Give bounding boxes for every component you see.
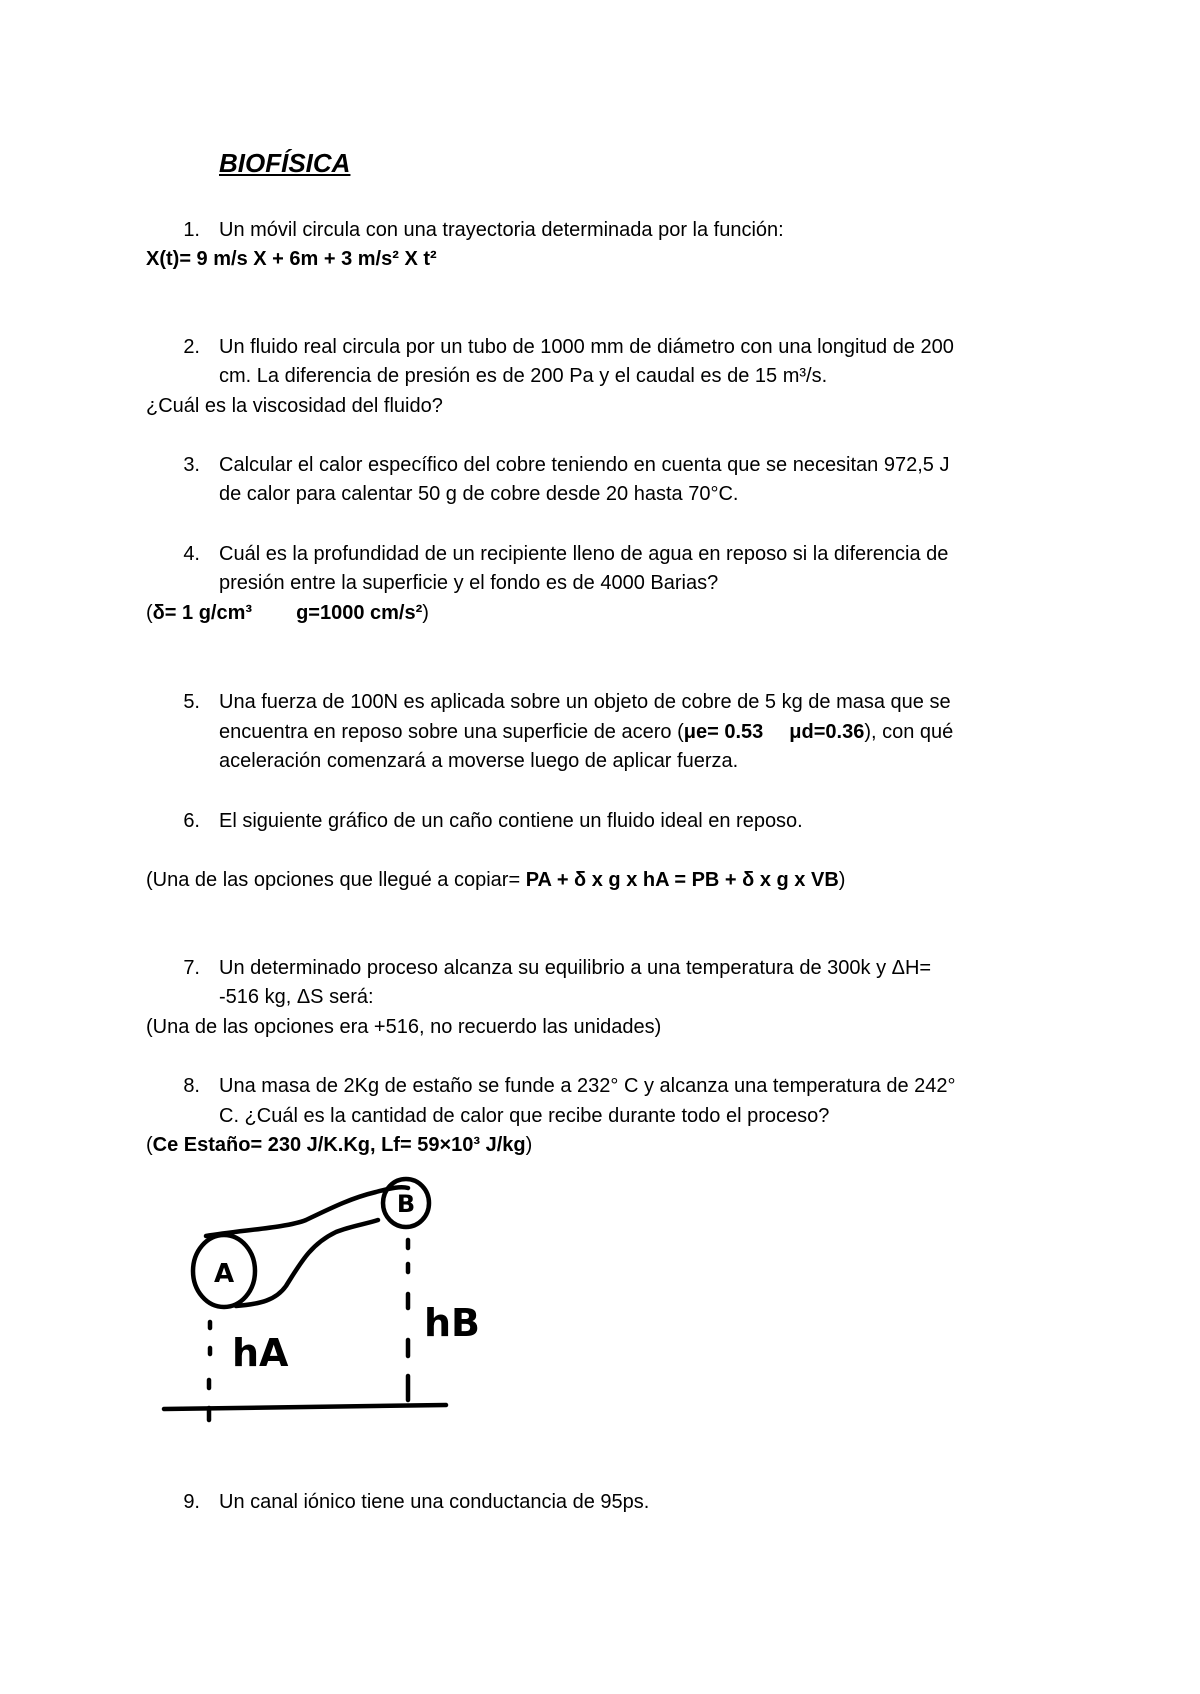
- q4-data-density: δ= 1 g/cm³: [152, 602, 253, 624]
- q3-number: 3.: [183, 454, 200, 476]
- q4-data-open: (: [146, 602, 153, 624]
- q2-number: 2.: [183, 336, 200, 358]
- pipe-lower-edge: [236, 1220, 378, 1306]
- q4-data: [146, 601, 429, 625]
- q6-text: El siguiente gráfico de un caño contiene un fluido ideal en reposo.: [219, 810, 803, 832]
- q7-line1: Un determinado proceso alcanza su equilibrio a una temperatura de 300k y ΔH=: [219, 957, 932, 979]
- q2-line3: ¿Cuál es la viscosidad del fluido?: [146, 395, 443, 417]
- label-ha: hA: [232, 1331, 289, 1375]
- q9-number: 9.: [183, 1491, 200, 1513]
- q8-data: [146, 1133, 532, 1157]
- q8-number: 8.: [183, 1075, 200, 1097]
- q6-number: 6.: [183, 810, 200, 832]
- q8-data-close: ): [525, 1134, 533, 1156]
- q5-line2: [219, 720, 953, 744]
- q5-dynamic-friction: μd=0.36: [789, 721, 865, 743]
- q1-number: 1.: [183, 219, 200, 241]
- q5-line1: Una fuerza de 100N es aplicada sobre un objeto de cobre de 5 kg de masa que se: [219, 691, 951, 713]
- q6-note-pre: (Una de las opciones que llegué a copiar=: [146, 869, 526, 891]
- q1-text: Un móvil circula con una trayectoria determinada por la función:: [219, 219, 784, 241]
- q8-line2: C. ¿Cuál es la cantidad de calor que recibe durante todo el proceso?: [219, 1105, 830, 1127]
- ha-dashes: [209, 1322, 210, 1420]
- q5-line2-post: ), con qué: [864, 721, 954, 743]
- label-a: A: [213, 1259, 235, 1289]
- q4-data-gravity: g=1000 cm/s²: [296, 602, 423, 624]
- q4-data-close: ): [422, 602, 429, 624]
- pipe-upper-edge: [206, 1187, 408, 1236]
- q3-line2: de calor para calentar 50 g de cobre desde 20 hasta 70°C.: [219, 483, 739, 505]
- q4-line2: presión entre la superficie y el fondo es de 4000 Barias?: [219, 572, 719, 594]
- q4-number: 4.: [183, 543, 200, 565]
- label-hb: hB: [424, 1301, 481, 1345]
- pipe-diagram: [146, 1168, 486, 1448]
- q5-static-friction: μe= 0.53: [683, 721, 764, 743]
- q6-note: [146, 868, 845, 892]
- q6-note-post: ): [838, 869, 846, 891]
- q6-note-formula: PA + δ x g x hA = PB + δ x g x VB: [525, 869, 839, 891]
- q7-note: (Una de las opciones era +516, no recuerdo las unidades): [146, 1016, 662, 1038]
- q9-text: Un canal iónico tiene una conductancia de 95ps.: [219, 1491, 650, 1513]
- q8-data-values: Ce Estaño= 230 J/K.Kg, Lf= 59×10³ J/kg: [152, 1134, 526, 1156]
- q7-number: 7.: [183, 957, 200, 979]
- document-title: BIOFÍSICA: [219, 148, 351, 178]
- q7-line2: -516 kg, ΔS será:: [219, 986, 374, 1008]
- q4-line1: Cuál es la profundidad de un recipiente lleno de agua en reposo si la diferencia de: [219, 543, 949, 565]
- q8-line1: Una masa de 2Kg de estaño se funde a 232° C y alcanza una temperatura de 242°: [219, 1075, 956, 1097]
- q8-data-open: (: [146, 1134, 153, 1156]
- q5-line2-pre: encuentra en reposo sobre una superficie de acero (: [219, 721, 684, 743]
- q3-line1: Calcular el calor específico del cobre teniendo en cuenta que se necesitan 972,5 J: [219, 454, 950, 476]
- q2-line1: Un fluido real circula por un tubo de 1000 mm de diámetro con una longitud de 200: [219, 336, 954, 358]
- q5-line3: aceleración comenzará a moverse luego de aplicar fuerza.: [219, 750, 739, 772]
- label-b: B: [396, 1190, 416, 1218]
- q5-number: 5.: [183, 691, 200, 713]
- q2-line2: cm. La diferencia de presión es de 200 Pa y el caudal es de 15 m³/s.: [219, 365, 828, 387]
- q1-formula: X(t)= 9 m/s X + 6m + 3 m/s² X t²: [146, 248, 437, 270]
- ground-line: [164, 1405, 446, 1409]
